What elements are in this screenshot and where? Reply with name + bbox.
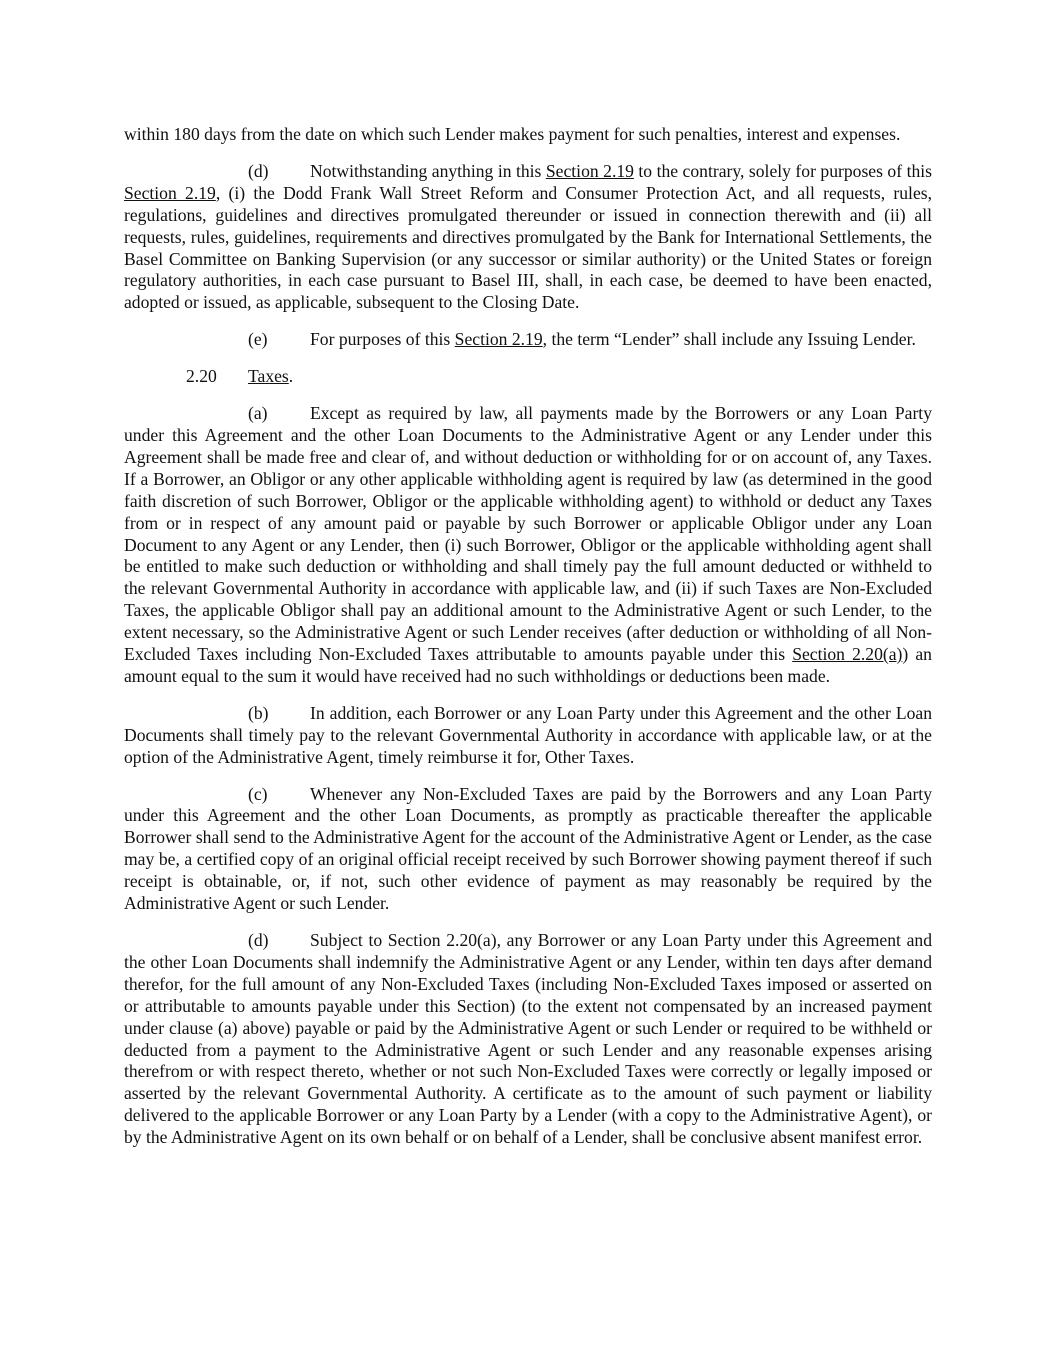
paragraph-text: ) an amount equal to the sum it would have received had no such withholdings or deductions been made.: [124, 644, 932, 686]
section-reference: Section 2.19: [545, 160, 634, 181]
paragraph-text: In addition, each Borrower or any Loan Party under this Agreement and the other Loan Documents shall timely pay to the relevant Governmental Authority in accordance with applicable law, or at the option of the Administrative Agent, timely reimburse it for, Other Taxes.: [124, 702, 932, 767]
paragraph-text: For purposes of this: [310, 329, 455, 350]
section-title: Taxes: [248, 366, 289, 387]
clause-label: (c): [248, 783, 268, 804]
section-reference: Section 2.19: [124, 182, 216, 203]
document-page: [124, 124, 932, 1164]
paragraph-2-20-d: [124, 930, 932, 1149]
paragraph-text: Subject to Section 2.20(a), any Borrower or any Loan Party under this Agreement and the other Loan Documents shall indemnify the Administrative Agent or any Lender, within ten days after demand therefor, for the full amount of any Non-Excluded Taxes (including Non-Excluded Taxes imposed or asserted on or attributable to amounts payable under this Section) (to the extent not compensated by an increased payment under clause (a) above) payable or paid by the Administrative Agent or such Lender or required to be withheld or deducted from a payment to the Administrative Agent or such Lender and any reasonable expenses arising therefrom or with respect thereto, whether or not such Non-Excluded Taxes were correctly or legally imposed or asserted by the relevant Governmental Authority. A certificate as to the amount of such payment or liability delivered to the applicable Borrower or any Loan Party by a Lender (with a copy to the Administrative Agent), or by the Administrative Agent on its own behalf or on behalf of a Lender, shall be conclusive absent manifest error.: [124, 930, 932, 1148]
paragraph-text: Whenever any Non-Excluded Taxes are paid by the Borrowers and any Loan Party under this Agreement and the other Loan Documents, as promptly as practicable thereafter the applicable Borrower shall send to the Administrative Agent for the account of the Administrative Agent or Lender, as the case may be, a certified copy of an original official receipt received by such Borrower showing payment thereof if such receipt is obtainable, or, if not, such other evidence of payment as may reasonably be required by the Administrative Agent or such Lender.: [124, 783, 932, 914]
paragraph-2-20-b: [124, 703, 932, 769]
clause-label: (a): [248, 403, 268, 424]
paragraph-text: to the contrary, solely for purposes of this: [633, 160, 932, 181]
paragraph-text: , the term “Lender” shall include any Issuing Lender.: [542, 329, 916, 350]
paragraph-2-20-c: [124, 784, 932, 915]
clause-label: (e): [248, 329, 268, 350]
paragraph-2-20-a: [124, 403, 932, 688]
paragraph-text: Notwithstanding anything in this: [310, 160, 546, 181]
paragraph-continuation: [124, 124, 932, 146]
section-heading: [124, 366, 932, 388]
paragraph-2-19-d: [124, 161, 932, 314]
paragraph-text: Except as required by law, all payments made by the Borrowers or any Loan Party under this Agreement and the other Loan Documents to the Administrative Agent or any Lender under this Agreement shall be made free and clear of, and without deduction or withholding for or on account of, any Taxes. If a Borrower, an Obligor or any other applicable withholding agent is required by law (as determined in the good faith discretion of such Borrower, Obligor or the applicable withholding agent) to withhold or deduct any Taxes from or in respect of any amount paid or payable by such Borrower or applicable Obligor under any Loan Document to any Agent or any Lender, then (i) such Borrower, Obligor or the applicable withholding agent shall be entitled to make such deduction or withholding and shall timely pay the full amount deducted or withheld to the relevant Governmental Authority in accordance with applicable law, and (ii) if such Taxes are Non-Excluded Taxes, the applicable Obligor shall pay an additional amount to the Administrative Agent or such Lender, to the extent necessary, so the Administrative Agent or such Lender receives (after deduction or withholding of all Non-Excluded Taxes including Non-Excluded Taxes attributable to amounts payable under this: [124, 403, 932, 665]
clause-label: (d): [248, 930, 269, 950]
section-reference: Section 2.20(a): [792, 644, 903, 665]
clause-label: (d): [248, 160, 269, 181]
clause-label: (b): [248, 702, 269, 723]
paragraph-2-19-e: [124, 329, 932, 351]
section-title-period: .: [288, 366, 294, 387]
section-reference: Section 2.19: [454, 329, 543, 350]
section-number: 2.20: [186, 366, 217, 387]
paragraph-text: within 180 days from the date on which such Lender makes payment for such penalties, interest and expenses.: [124, 124, 901, 144]
paragraph-text: , (i) the Dodd Frank Wall Street Reform and Consumer Protection Act, and all requests, rules, regulations, guidelines and directives promulgated thereunder or issued in connection therewith and (ii) all requests, rules, guidelines, requirements and directives promulgated by the Bank for International Settlements, the Basel Committee on Banking Supervision (or any successor or similar authority) or the United States or foreign regulatory authorities, in each case pursuant to Basel III, shall, in each case, be deemed to have been enacted, adopted or issued, as applicable, subsequent to the Closing Date.: [124, 182, 933, 313]
